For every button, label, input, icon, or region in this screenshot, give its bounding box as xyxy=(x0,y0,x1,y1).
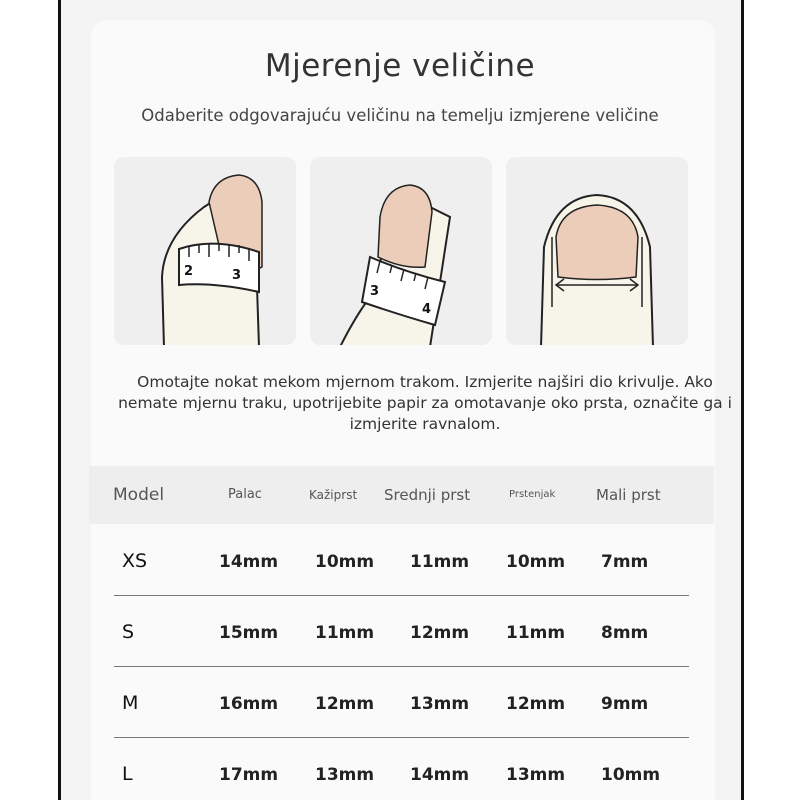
size-label: S xyxy=(122,621,135,643)
index-value: 13mm xyxy=(315,765,375,785)
column-header-ring: Prstenjak xyxy=(509,489,556,500)
table-row xyxy=(0,739,800,800)
thumb-value: 14mm xyxy=(219,552,279,572)
ring-value: 12mm xyxy=(506,694,566,714)
column-header-model: Model xyxy=(113,485,165,505)
measurement-instructions: Omotajte nokat mekom mjernom trakom. Izmjerite najširi dio krivulje. Ako nemate mjernu traku, upotrijebite papir za omotavanje oko prsta, označite ga i izmjerite ravnalom. xyxy=(118,373,732,433)
page-title: Mjerenje veličine xyxy=(264,48,536,84)
size-label: L xyxy=(122,763,133,785)
row-divider xyxy=(114,737,689,738)
tape-number: 2 xyxy=(184,264,194,279)
size-label: M xyxy=(122,692,139,714)
table-row xyxy=(0,668,800,739)
table-row xyxy=(0,597,800,668)
table-row xyxy=(0,526,800,597)
index-value: 11mm xyxy=(315,623,375,643)
finger-measuring-tape-icon xyxy=(310,157,492,345)
size-label: XS xyxy=(122,550,148,572)
tape-number: 3 xyxy=(232,268,242,283)
ring-value: 10mm xyxy=(506,552,566,572)
pinky-value: 9mm xyxy=(601,694,649,714)
middle-value: 12mm xyxy=(410,623,470,643)
middle-value: 13mm xyxy=(410,694,470,714)
nail-width-measure-icon xyxy=(506,157,688,345)
pinky-value: 8mm xyxy=(601,623,649,643)
middle-value: 14mm xyxy=(410,765,470,785)
column-header-pinky: Mali prst xyxy=(596,486,661,504)
index-value: 12mm xyxy=(315,694,375,714)
row-divider xyxy=(114,595,689,596)
thumb-value: 15mm xyxy=(219,623,279,643)
column-header-middle: Srednji prst xyxy=(384,486,471,504)
column-header-index: Kažiprst xyxy=(309,488,358,502)
thumb-value: 17mm xyxy=(219,765,279,785)
middle-value: 11mm xyxy=(410,552,470,572)
tape-number: 4 xyxy=(422,302,432,317)
pinky-value: 10mm xyxy=(601,765,661,785)
thumb-measuring-tape-icon xyxy=(114,157,296,345)
ring-value: 13mm xyxy=(506,765,566,785)
column-header-thumb: Palac xyxy=(228,487,262,502)
pinky-value: 7mm xyxy=(601,552,649,572)
index-value: 10mm xyxy=(315,552,375,572)
row-divider xyxy=(114,666,689,667)
tape-number: 3 xyxy=(370,284,380,299)
ring-value: 11mm xyxy=(506,623,566,643)
page-subtitle: Odaberite odgovarajuću veličinu na temelju izmjerene veličine xyxy=(141,106,659,125)
thumb-value: 16mm xyxy=(219,694,279,714)
